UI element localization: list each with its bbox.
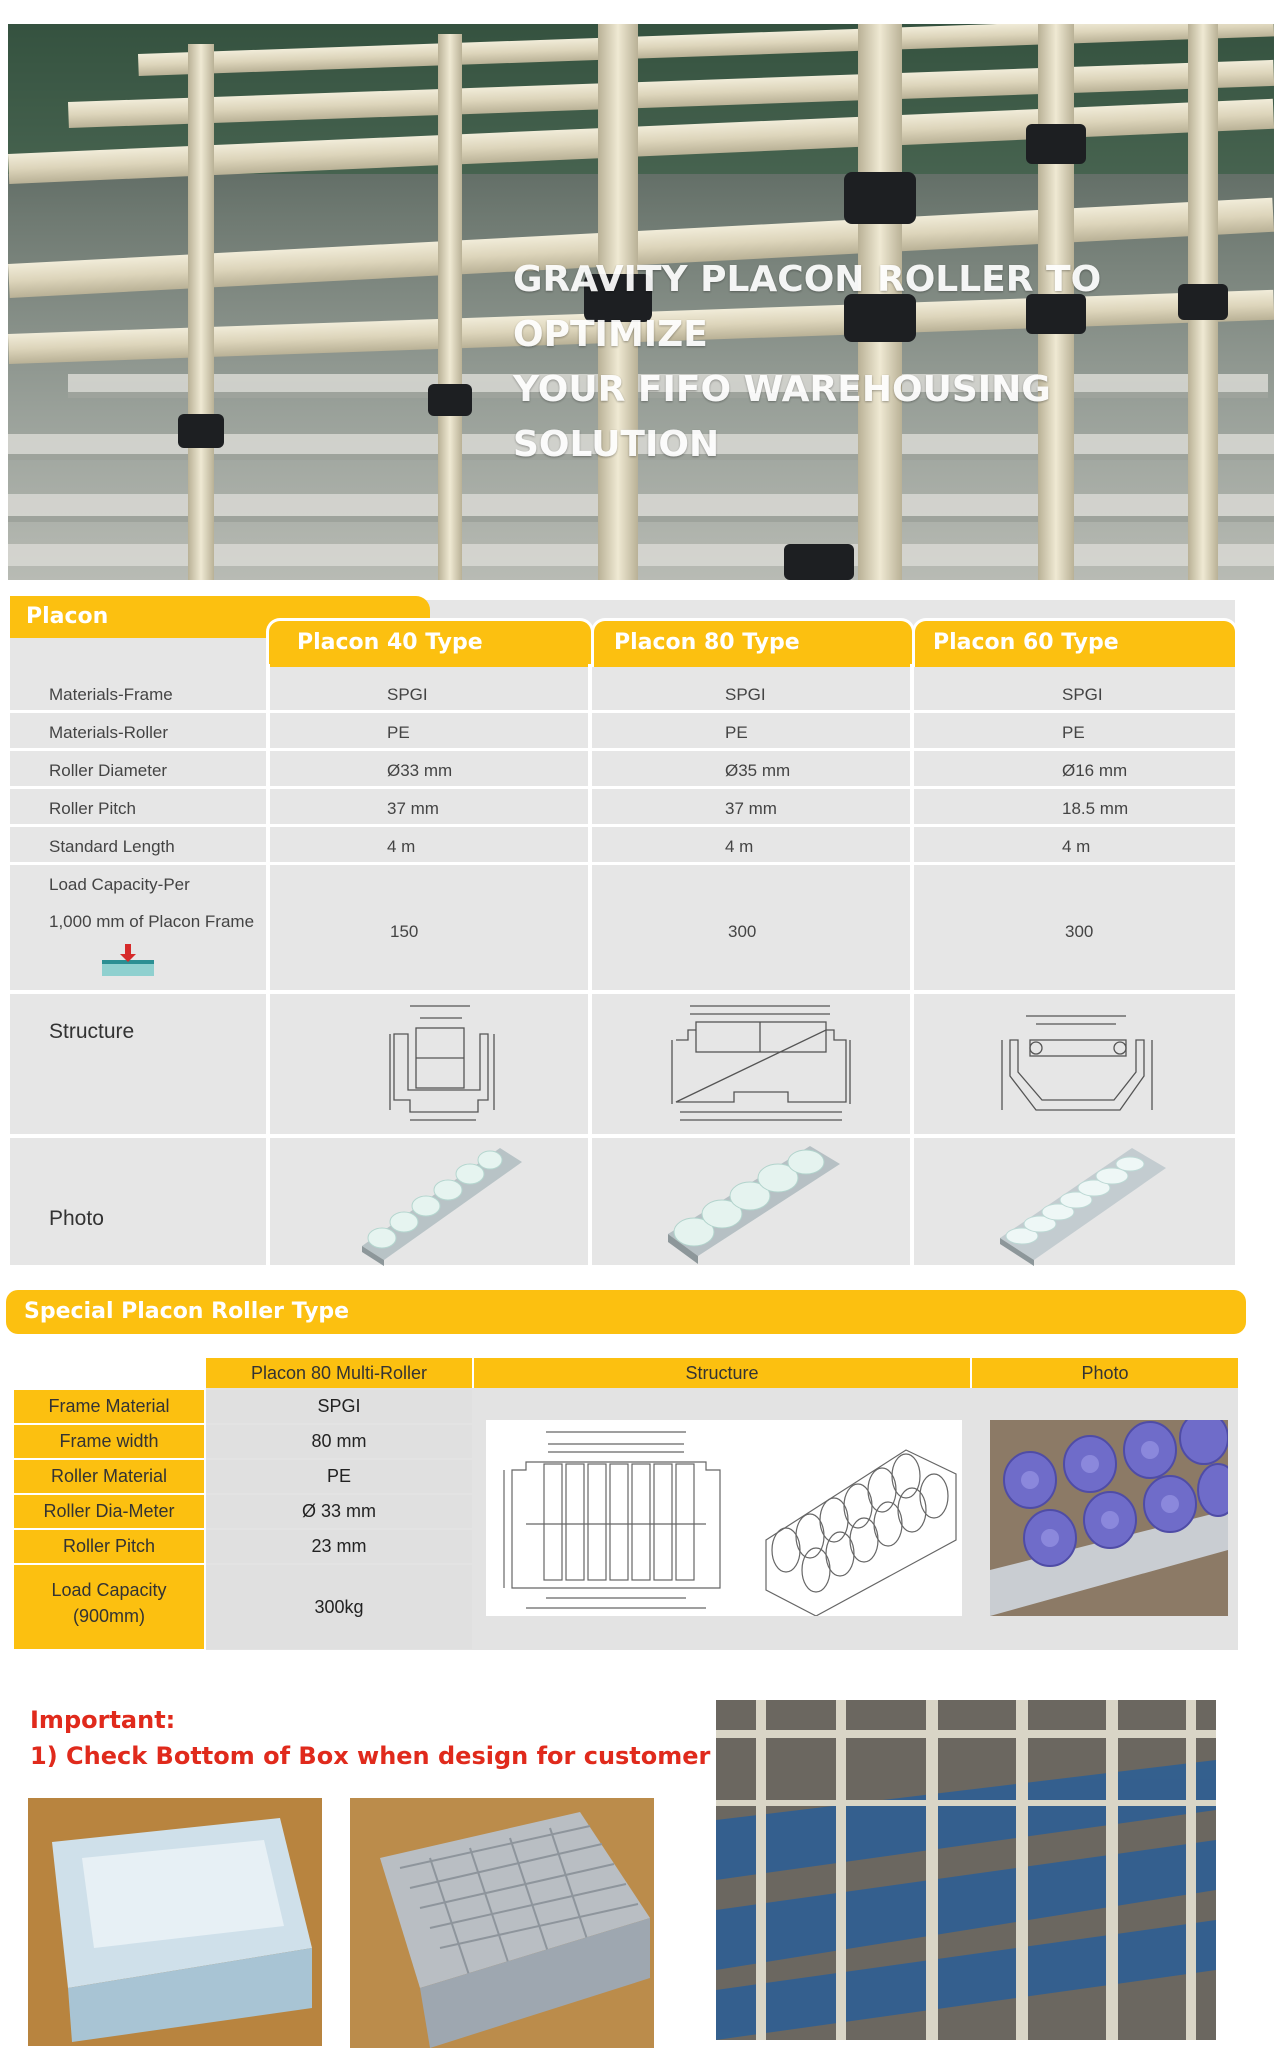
table-cell: Ø33 mm bbox=[387, 761, 453, 780]
row-label: 1,000 mm of Placon Frame bbox=[49, 912, 255, 931]
column-header-placon-80 bbox=[591, 618, 915, 667]
table-cell: 18.5 mm bbox=[1062, 799, 1129, 818]
hero-title-line: YOUR FIFO WAREHOUSING bbox=[513, 369, 1051, 410]
table-cell: 300 bbox=[728, 922, 757, 941]
warehouse-rack-photo bbox=[716, 1700, 1216, 2040]
photo-placon-80 bbox=[668, 1138, 840, 1266]
special-header-label: Photo bbox=[1081, 1363, 1129, 1383]
photo-placon-60 bbox=[1000, 1138, 1166, 1266]
column-header-label: Placon 40 Type bbox=[297, 630, 483, 655]
table-row-divider bbox=[10, 748, 1235, 751]
row-label: Roller Pitch bbox=[49, 799, 136, 818]
special-photo bbox=[990, 1420, 1228, 1616]
load-capacity-icon bbox=[102, 944, 154, 978]
row-label: Load Capacity-Per bbox=[49, 875, 190, 894]
table-cell: SPGI bbox=[387, 685, 428, 704]
structure-diagram-placon-40 bbox=[380, 1000, 502, 1124]
special-row-value-text: 300kg bbox=[314, 1597, 364, 1617]
column-header-label: Placon 60 Type bbox=[933, 630, 1119, 655]
row-label: Materials-Frame bbox=[49, 685, 173, 704]
table-cell: PE bbox=[725, 723, 748, 742]
table-row-divider bbox=[10, 786, 1235, 789]
column-header-label: Placon 80 Type bbox=[614, 630, 800, 655]
special-row-label-text: Roller Material bbox=[50, 1466, 168, 1486]
special-row-label-text: Roller Dia-Meter bbox=[43, 1501, 175, 1521]
special-section-banner bbox=[6, 1290, 1246, 1334]
hero-image bbox=[8, 24, 1274, 580]
table-cell: 4 m bbox=[1062, 837, 1091, 856]
table-cell: 37 mm bbox=[387, 799, 439, 818]
special-row-value bbox=[206, 1495, 472, 1528]
special-header-product bbox=[206, 1358, 472, 1388]
table-cell: SPGI bbox=[725, 685, 766, 704]
table-cell: 4 m bbox=[387, 837, 416, 856]
special-row-label-text: (900mm) bbox=[72, 1606, 145, 1626]
table-cell: 300 bbox=[1065, 922, 1094, 941]
row-label: Structure bbox=[49, 1020, 135, 1043]
table-cell: Ø16 mm bbox=[1062, 761, 1128, 780]
special-row-value-text: SPGI bbox=[317, 1396, 361, 1416]
special-row-value-text: 23 mm bbox=[311, 1536, 367, 1556]
tab-label: Placon bbox=[26, 604, 109, 629]
special-row-label-load bbox=[14, 1565, 204, 1649]
special-row-value bbox=[206, 1530, 472, 1563]
special-row-label bbox=[14, 1425, 204, 1458]
table-cell: PE bbox=[387, 723, 410, 742]
photo-placon-40 bbox=[362, 1138, 522, 1266]
special-row-label-text: Roller Pitch bbox=[62, 1536, 156, 1556]
table-cell: SPGI bbox=[1062, 685, 1103, 704]
important-heading: Important: bbox=[30, 1706, 176, 1734]
row-label: Materials-Roller bbox=[49, 723, 169, 742]
special-row-value-text: 80 mm bbox=[311, 1431, 367, 1451]
table-row-divider bbox=[10, 710, 1235, 713]
special-row-value bbox=[206, 1565, 472, 1649]
special-row-label bbox=[14, 1530, 204, 1563]
special-header-photo bbox=[972, 1358, 1238, 1388]
special-header-label: Structure bbox=[685, 1363, 759, 1383]
hero-title bbox=[513, 252, 1273, 472]
special-row-value bbox=[206, 1425, 472, 1458]
box-bottom-photo bbox=[350, 1798, 654, 2048]
special-row-value bbox=[206, 1390, 472, 1423]
special-structure-diagram bbox=[486, 1420, 962, 1616]
table-row-divider bbox=[10, 862, 1235, 865]
table-cell: 150 bbox=[390, 922, 419, 941]
row-label: Roller Diameter bbox=[49, 761, 168, 780]
special-section-title: Special Placon Roller Type bbox=[24, 1299, 350, 1324]
special-row-label bbox=[14, 1390, 204, 1423]
row-label: Standard Length bbox=[49, 837, 175, 856]
table-cell: Ø35 mm bbox=[725, 761, 791, 780]
special-row-label bbox=[14, 1495, 204, 1528]
special-row-label-text: Frame Material bbox=[48, 1396, 170, 1416]
table-cell: PE bbox=[1062, 723, 1085, 742]
structure-diagram-placon-60 bbox=[996, 1010, 1158, 1122]
special-row-label bbox=[14, 1460, 204, 1493]
special-row-value-text: Ø 33 mm bbox=[301, 1501, 376, 1521]
table-column-divider bbox=[588, 664, 592, 1267]
column-header-placon-40 bbox=[266, 618, 594, 667]
hero-title-line: SOLUTION bbox=[513, 424, 720, 465]
important-note: 1) Check Bottom of Box when design for customer bbox=[30, 1742, 711, 1770]
row-label: Photo bbox=[49, 1207, 104, 1230]
special-row-value bbox=[206, 1460, 472, 1493]
table-row-divider bbox=[10, 990, 1235, 994]
table-cell: 37 mm bbox=[725, 799, 777, 818]
special-row-label-text: Frame width bbox=[59, 1431, 159, 1451]
special-row-value-text: PE bbox=[326, 1466, 351, 1486]
special-row-label-text: Load Capacity bbox=[51, 1580, 167, 1600]
structure-diagram-placon-80 bbox=[670, 1000, 852, 1124]
box-interior-photo bbox=[28, 1798, 322, 2046]
column-header-placon-60 bbox=[912, 618, 1238, 667]
table-column-divider bbox=[266, 664, 270, 1267]
hero-title-line: GRAVITY PLACON ROLLER TO OPTIMIZE bbox=[513, 259, 1102, 355]
special-header-label: Placon 80 Multi-Roller bbox=[250, 1363, 428, 1383]
special-header-structure bbox=[474, 1358, 970, 1388]
table-row-divider bbox=[10, 824, 1235, 827]
table-cell: 4 m bbox=[725, 837, 754, 856]
table-column-divider bbox=[910, 664, 914, 1267]
